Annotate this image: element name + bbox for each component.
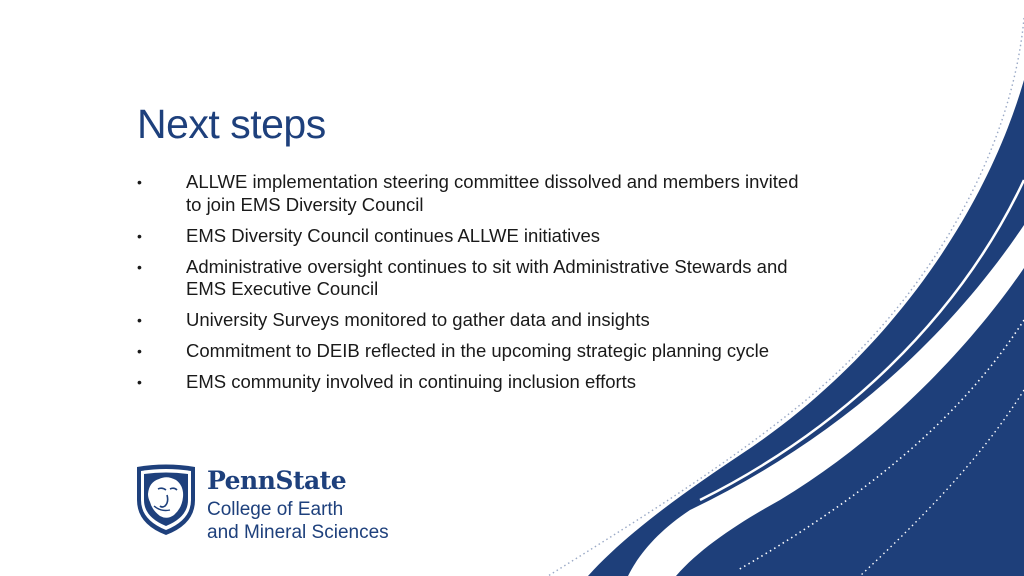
bullet-text: Commitment to DEIB reflected in the upcoming strategic planning cycle <box>186 340 770 361</box>
bullet-dot: • <box>137 374 142 390</box>
bullet-dot: • <box>137 312 142 328</box>
bullet-dot: • <box>137 174 142 190</box>
bullet-text: ALLWE implementation steering committee dissolved and members invited to join EMS Diversity Council <box>186 171 799 215</box>
college-name <box>207 498 389 544</box>
pennstate-logo <box>134 462 424 548</box>
college-name-line1: College of Earth <box>207 499 344 520</box>
bullet-list <box>137 171 807 402</box>
bullet-item <box>137 171 807 216</box>
bullet-text: University Surveys monitored to gather data and insights <box>186 309 650 330</box>
college-name-line2: and Mineral Sciences <box>207 522 389 543</box>
bullet-item <box>137 256 807 301</box>
bullet-item <box>137 225 807 248</box>
bullet-item <box>137 340 807 363</box>
bullet-dot: • <box>137 227 142 244</box>
bullet-text: EMS community involved in continuing inclusion efforts <box>186 371 637 392</box>
bullet-dot: • <box>137 343 142 359</box>
nittany-lion-shield-icon <box>134 462 198 536</box>
bullet-item <box>137 309 807 332</box>
bullet-item <box>137 371 807 394</box>
pennstate-wordmark: PennState <box>207 466 347 495</box>
bullet-text: EMS Diversity Council continues ALLWE initiatives <box>186 224 601 246</box>
bullet-dot: • <box>137 258 142 275</box>
bullet-text: Administrative oversight continues to sit with Administrative Stewards and EMS Executive Council <box>186 255 788 299</box>
slide-title: Next steps <box>137 101 326 147</box>
